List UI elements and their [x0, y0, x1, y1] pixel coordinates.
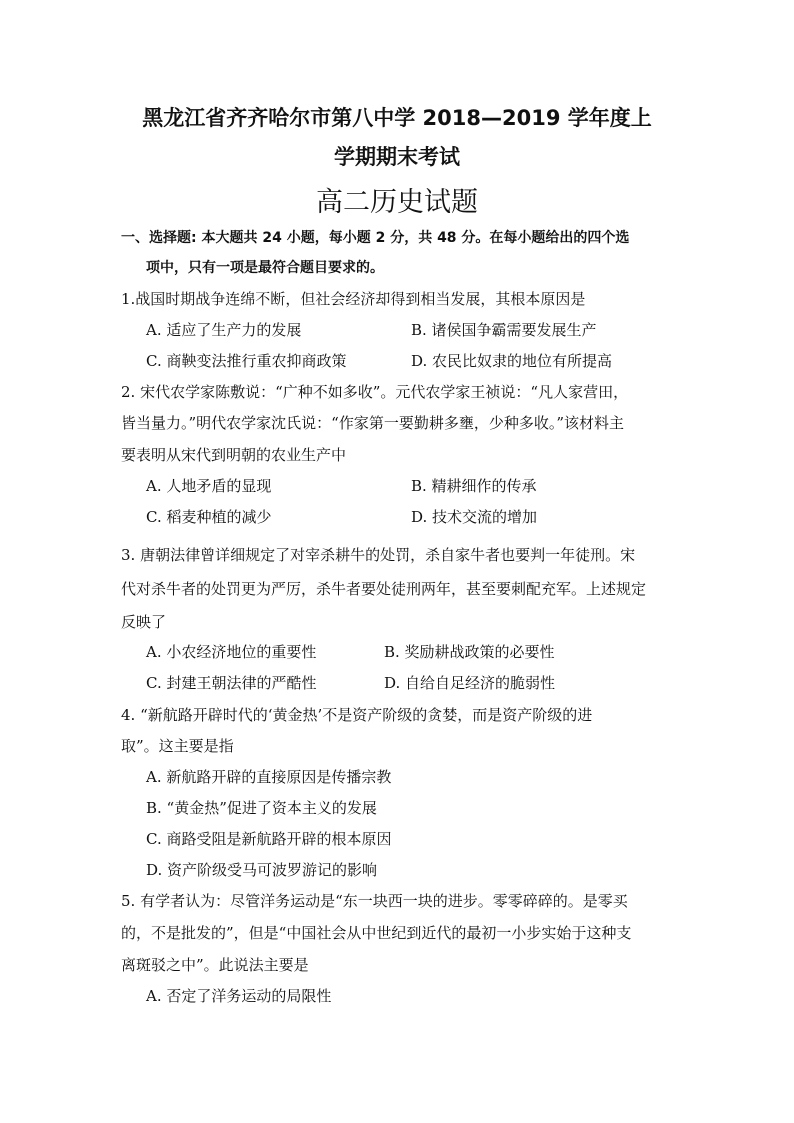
question-3-option-d[interactable]: D. 自给自足经济的脆弱性	[384, 674, 556, 692]
question-1-stem: 1.战国时期战争连绵不断，但社会经济却得到相当发展，其根本原因是	[121, 290, 586, 308]
question-1-option-c[interactable]: C. 商鞅变法推行重农抑商政策	[146, 352, 347, 370]
exam-title-line2: 学期期末考试	[334, 145, 460, 169]
exam-subtitle: 高二历史试题	[316, 187, 478, 218]
question-3-option-b[interactable]: B. 奖励耕战政策的必要性	[384, 643, 555, 661]
question-1-option-a[interactable]: A. 适应了生产力的发展	[146, 321, 302, 339]
exam-title-line1: 黑龙江省齐齐哈尔市第八中学 2018—2019 学年度上	[142, 106, 652, 130]
question-3-stem-line2: 代对杀牛者的处罚更为严厉，杀牛者要处徒刑两年，甚至要刺配充军。上述规定	[121, 580, 647, 598]
question-4-stem-line1: 4. “新航路开辟时代的‘黄金热’不是资产阶级的贪婪，而是资产阶级的进	[121, 706, 593, 724]
question-2-stem-line1: 2. 宋代农学家陈敷说：“广种不如多收”。元代农学家王祯说：“凡人家营田，	[121, 383, 629, 401]
question-2-option-d[interactable]: D. 技术交流的增加	[411, 508, 538, 526]
section-instructions-line1: 一、选择题: 本大题共 24 小题，每小题 2 分，共 48 分。在每小题给出的四个选	[121, 230, 630, 246]
question-5-stem-line3: 离斑驳之中”。此说法主要是	[121, 956, 309, 974]
question-5-option-a[interactable]: A. 否定了洋务运动的局限性	[146, 987, 332, 1005]
question-2-option-c[interactable]: C. 稻麦种植的减少	[146, 508, 272, 526]
question-5-stem-line2: 的，不是批发的”，但是“中国社会从中世纪到近代的最初一小步实始于这种支	[121, 924, 632, 942]
question-3-stem-line3: 反映了	[121, 613, 167, 631]
question-3-option-a[interactable]: A. 小农经济地位的重要性	[146, 643, 317, 661]
question-4-option-d[interactable]: D. 资产阶级受马可波罗游记的影响	[146, 861, 378, 879]
question-3-option-c[interactable]: C. 封建王朝法律的严酷性	[146, 674, 317, 692]
question-2-option-b[interactable]: B. 精耕细作的传承	[411, 477, 537, 495]
question-4-stem-line2: 取”。这主要是指	[121, 737, 234, 755]
question-1-option-b[interactable]: B. 诸侯国争霸需要发展生产	[411, 321, 597, 339]
question-3-stem-line1: 3. 唐朝法律曾详细规定了对宰杀耕牛的处罚，杀自家牛者也要判一年徒刑。宋	[121, 546, 636, 564]
question-1-option-d[interactable]: D. 农民比奴隶的地位有所提高	[411, 352, 613, 370]
question-4-option-c[interactable]: C. 商路受阻是新航路开辟的根本原因	[146, 830, 392, 848]
question-2-stem-line3: 要表明从宋代到明朝的农业生产中	[121, 446, 347, 464]
section-instructions-line2: 项中，只有一项是最符合题目要求的。	[146, 260, 384, 276]
question-2-stem-line2: 皆当量力。”明代农学家沈氏说：“作家第一要勤耕多壅，少种多收。”该材料主	[121, 414, 625, 432]
question-4-option-b[interactable]: B. “黄金热”促进了资本主义的发展	[146, 799, 377, 817]
question-5-stem-line1: 5. 有学者认为：尽管洋务运动是“东一块西一块的进步。零零碎碎的。是零买	[121, 892, 628, 910]
question-4-option-a[interactable]: A. 新航路开辟的直接原因是传播宗教	[146, 768, 392, 786]
question-2-option-a[interactable]: A. 人地矛盾的显现	[146, 477, 272, 495]
